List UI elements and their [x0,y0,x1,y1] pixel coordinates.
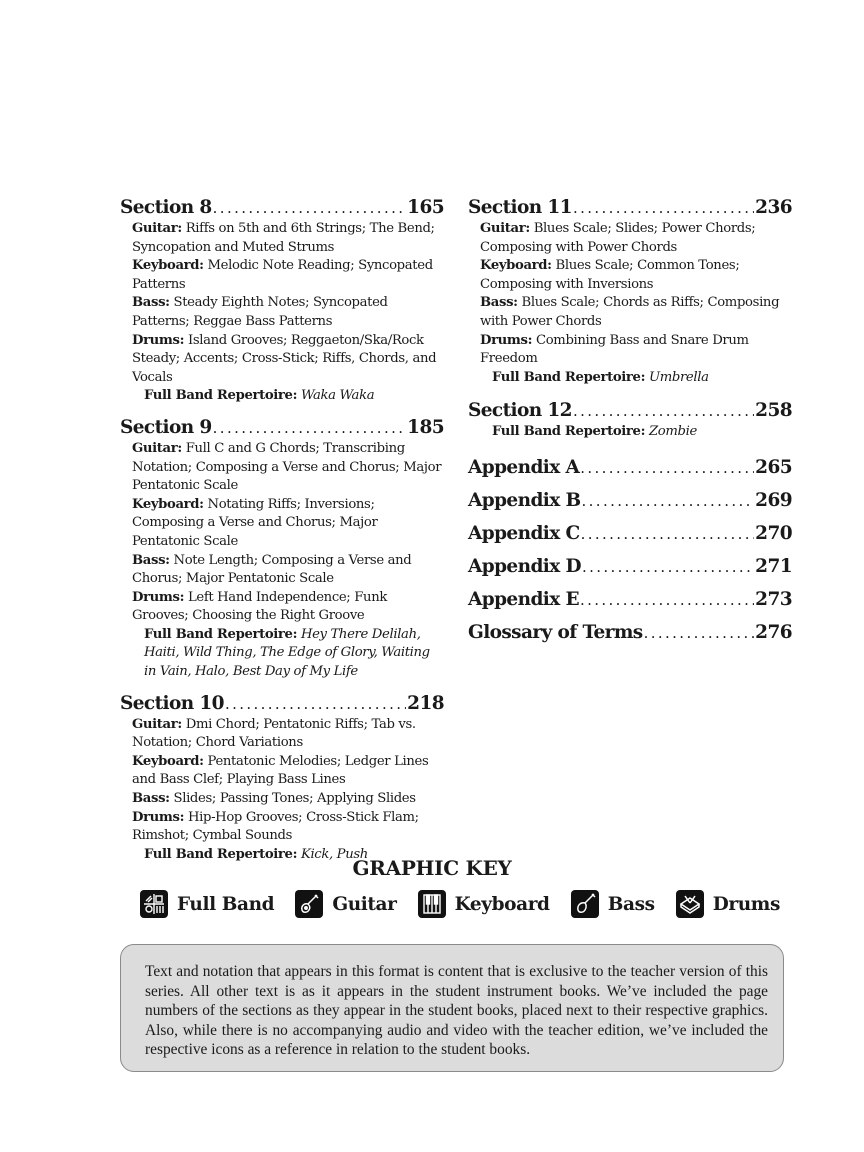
toc-section-8 [120,196,444,406]
toc-section-10 [120,692,444,865]
toc-entry-bass: Bass: Slides; Passing Tones; Applying Slides [132,791,416,807]
toc-appendix-b[interactable] [468,489,792,513]
section-title: Section 10 [120,692,224,714]
toc-repertoire: Full Band Repertoire: Zombie [492,424,697,440]
keyboard-icon [418,890,446,918]
toc-entry-drums: Drums: Hip-Hop Grooves; Cross-Stick Flam; Rimshot; Cymbal Sounds [132,809,419,844]
toc-entry-keyboard: Keyboard: Melodic Note Reading; Syncopated Patterns [132,258,433,292]
toc-repertoire: Full Band Repertoire: Hey There Delilah, Haiti, Wild Thing, The Edge of Glory, Waiting in Vain, Halo, Best Day of My Life [144,626,430,680]
toc-entry-guitar: Guitar: Full C and G Chords; Transcribing Notation; Composing a Verse and Chorus; Major Pentatonic Scale [132,440,442,494]
leader-dots [213,196,407,220]
toc-entry-bass: Bass: Steady Eighth Notes; Syncopated Patterns; Reggae Bass Patterns [132,295,388,329]
leader-dots [580,588,754,612]
toc-section-12 [468,399,792,442]
toc-appendix-a[interactable] [468,456,792,480]
bass-icon [571,890,599,918]
section-title: Section 11 [468,197,572,218]
graphic-key-label: Guitar [332,893,397,915]
toc-section-heading[interactable] [120,196,444,220]
leader-dots [644,621,755,645]
toc-left-column [120,196,444,874]
appendix-title: Appendix D [468,555,581,577]
toc-section-heading[interactable] [120,692,444,716]
page-number: 165 [407,197,444,218]
page-number: 271 [755,555,792,577]
toc-entry-keyboard: Keyboard: Blues Scale; Common Tones; Composing with Inversions [480,258,740,292]
toc-glossary[interactable] [468,621,792,645]
graphic-key-label: Bass [607,893,655,915]
graphic-key-label: Keyboard [454,893,550,915]
graphic-key [140,890,780,918]
appendix-title: Appendix B [468,489,581,511]
graphic-key-bass [571,890,655,918]
toc-entry-guitar: Guitar: Blues Scale; Slides; Power Chords; Composing with Power Chords [480,221,756,255]
toc-appendix-d[interactable] [468,555,792,579]
page-number: 236 [755,197,792,218]
appendix-title: Appendix C [468,522,580,544]
leader-dots [581,522,755,546]
guitar-icon [295,890,323,918]
toc-entry-bass: Bass: Note Length; Composing a Verse and Chorus; Major Pentatonic Scale [132,552,412,587]
toc-entry-keyboard: Keyboard: Pentatonic Melodies; Ledger Lines and Bass Clef; Playing Bass Lines [132,753,429,788]
toc-section-heading[interactable] [468,196,792,220]
glossary-title: Glossary of Terms [468,621,643,643]
leader-dots [582,555,754,579]
page-number: 265 [755,456,792,478]
drums-icon [676,890,704,918]
graphic-key-title: GRAPHIC KEY [352,856,512,880]
leader-dots [573,196,754,220]
toc-section-heading[interactable] [468,399,792,423]
leader-dots [582,489,755,513]
toc-entry-keyboard: Keyboard: Notating Riffs; Inversions; Composing a Verse and Chorus; Major Pentatonic Scale [132,496,378,549]
toc-section-11 [468,196,792,387]
section-title: Section 8 [120,197,212,218]
toc-section-9 [120,416,444,682]
toc-repertoire: Full Band Repertoire: Umbrella [492,369,709,385]
leader-dots [573,399,754,423]
toc-entry-drums: Drums: Combining Bass and Snare Drum Freedom [480,332,749,367]
toc-repertoire: Full Band Repertoire: Waka Waka [144,388,375,404]
page-number: 185 [407,416,444,438]
page-number: 269 [755,489,792,511]
toc-right-column [468,196,792,654]
page-number: 218 [407,692,444,714]
toc-entry-guitar: Guitar: Dmi Chord; Pentatonic Riffs; Tab vs. Notation; Chord Variations [132,716,416,751]
leader-dots [580,456,754,480]
full-band-icon [140,890,168,918]
leader-dots [225,692,406,716]
appendix-title: Appendix E [468,588,579,610]
graphic-key-guitar [295,890,396,918]
toc-entry-bass: Bass: Blues Scale; Chords as Riffs; Composing with Power Chords [480,295,780,329]
graphic-key-label: Drums [712,893,780,915]
toc-section-heading[interactable] [120,416,444,440]
section-title: Section 12 [468,400,572,422]
graphic-key-keyboard [418,890,550,918]
page-number: 273 [755,588,792,610]
leader-dots [213,416,407,440]
teacher-note-box: Text and notation that appears in this format is content that is exclusive to the teacher version of this series. All other text is as it appears in the student instrument books. We’ve included the page numbers of the sections as they appear in the student books, placed next to their respective graphics. Also, while there is no accompanying audio and video with the teacher edition, we’ve included the respective icons as a reference in relation to the student books. [120,944,784,1072]
page-number: 270 [755,522,792,544]
graphic-key-drums [676,890,780,918]
page-number: 258 [755,400,792,422]
toc-appendix-e[interactable] [468,588,792,612]
toc-entry-drums: Drums: Island Grooves; Reggaeton/Ska/Rock Steady; Accents; Cross-Stick; Riffs, Chords, and Vocals [132,332,437,385]
graphic-key-full-band [140,890,274,918]
graphic-key-label: Full Band [177,893,275,915]
toc-repertoire: Full Band Repertoire: Kick, Push [144,846,368,862]
toc-entry-guitar: Guitar: Riffs on 5th and 6th Strings; The Bend; Syncopation and Muted Strums [132,221,435,255]
toc-appendix-c[interactable] [468,522,792,546]
appendix-title: Appendix A [468,456,580,478]
page-number: 276 [755,621,792,643]
section-title: Section 9 [120,416,212,438]
toc-entry-drums: Drums: Left Hand Independence; Funk Grooves; Choosing the Right Groove [132,589,387,624]
